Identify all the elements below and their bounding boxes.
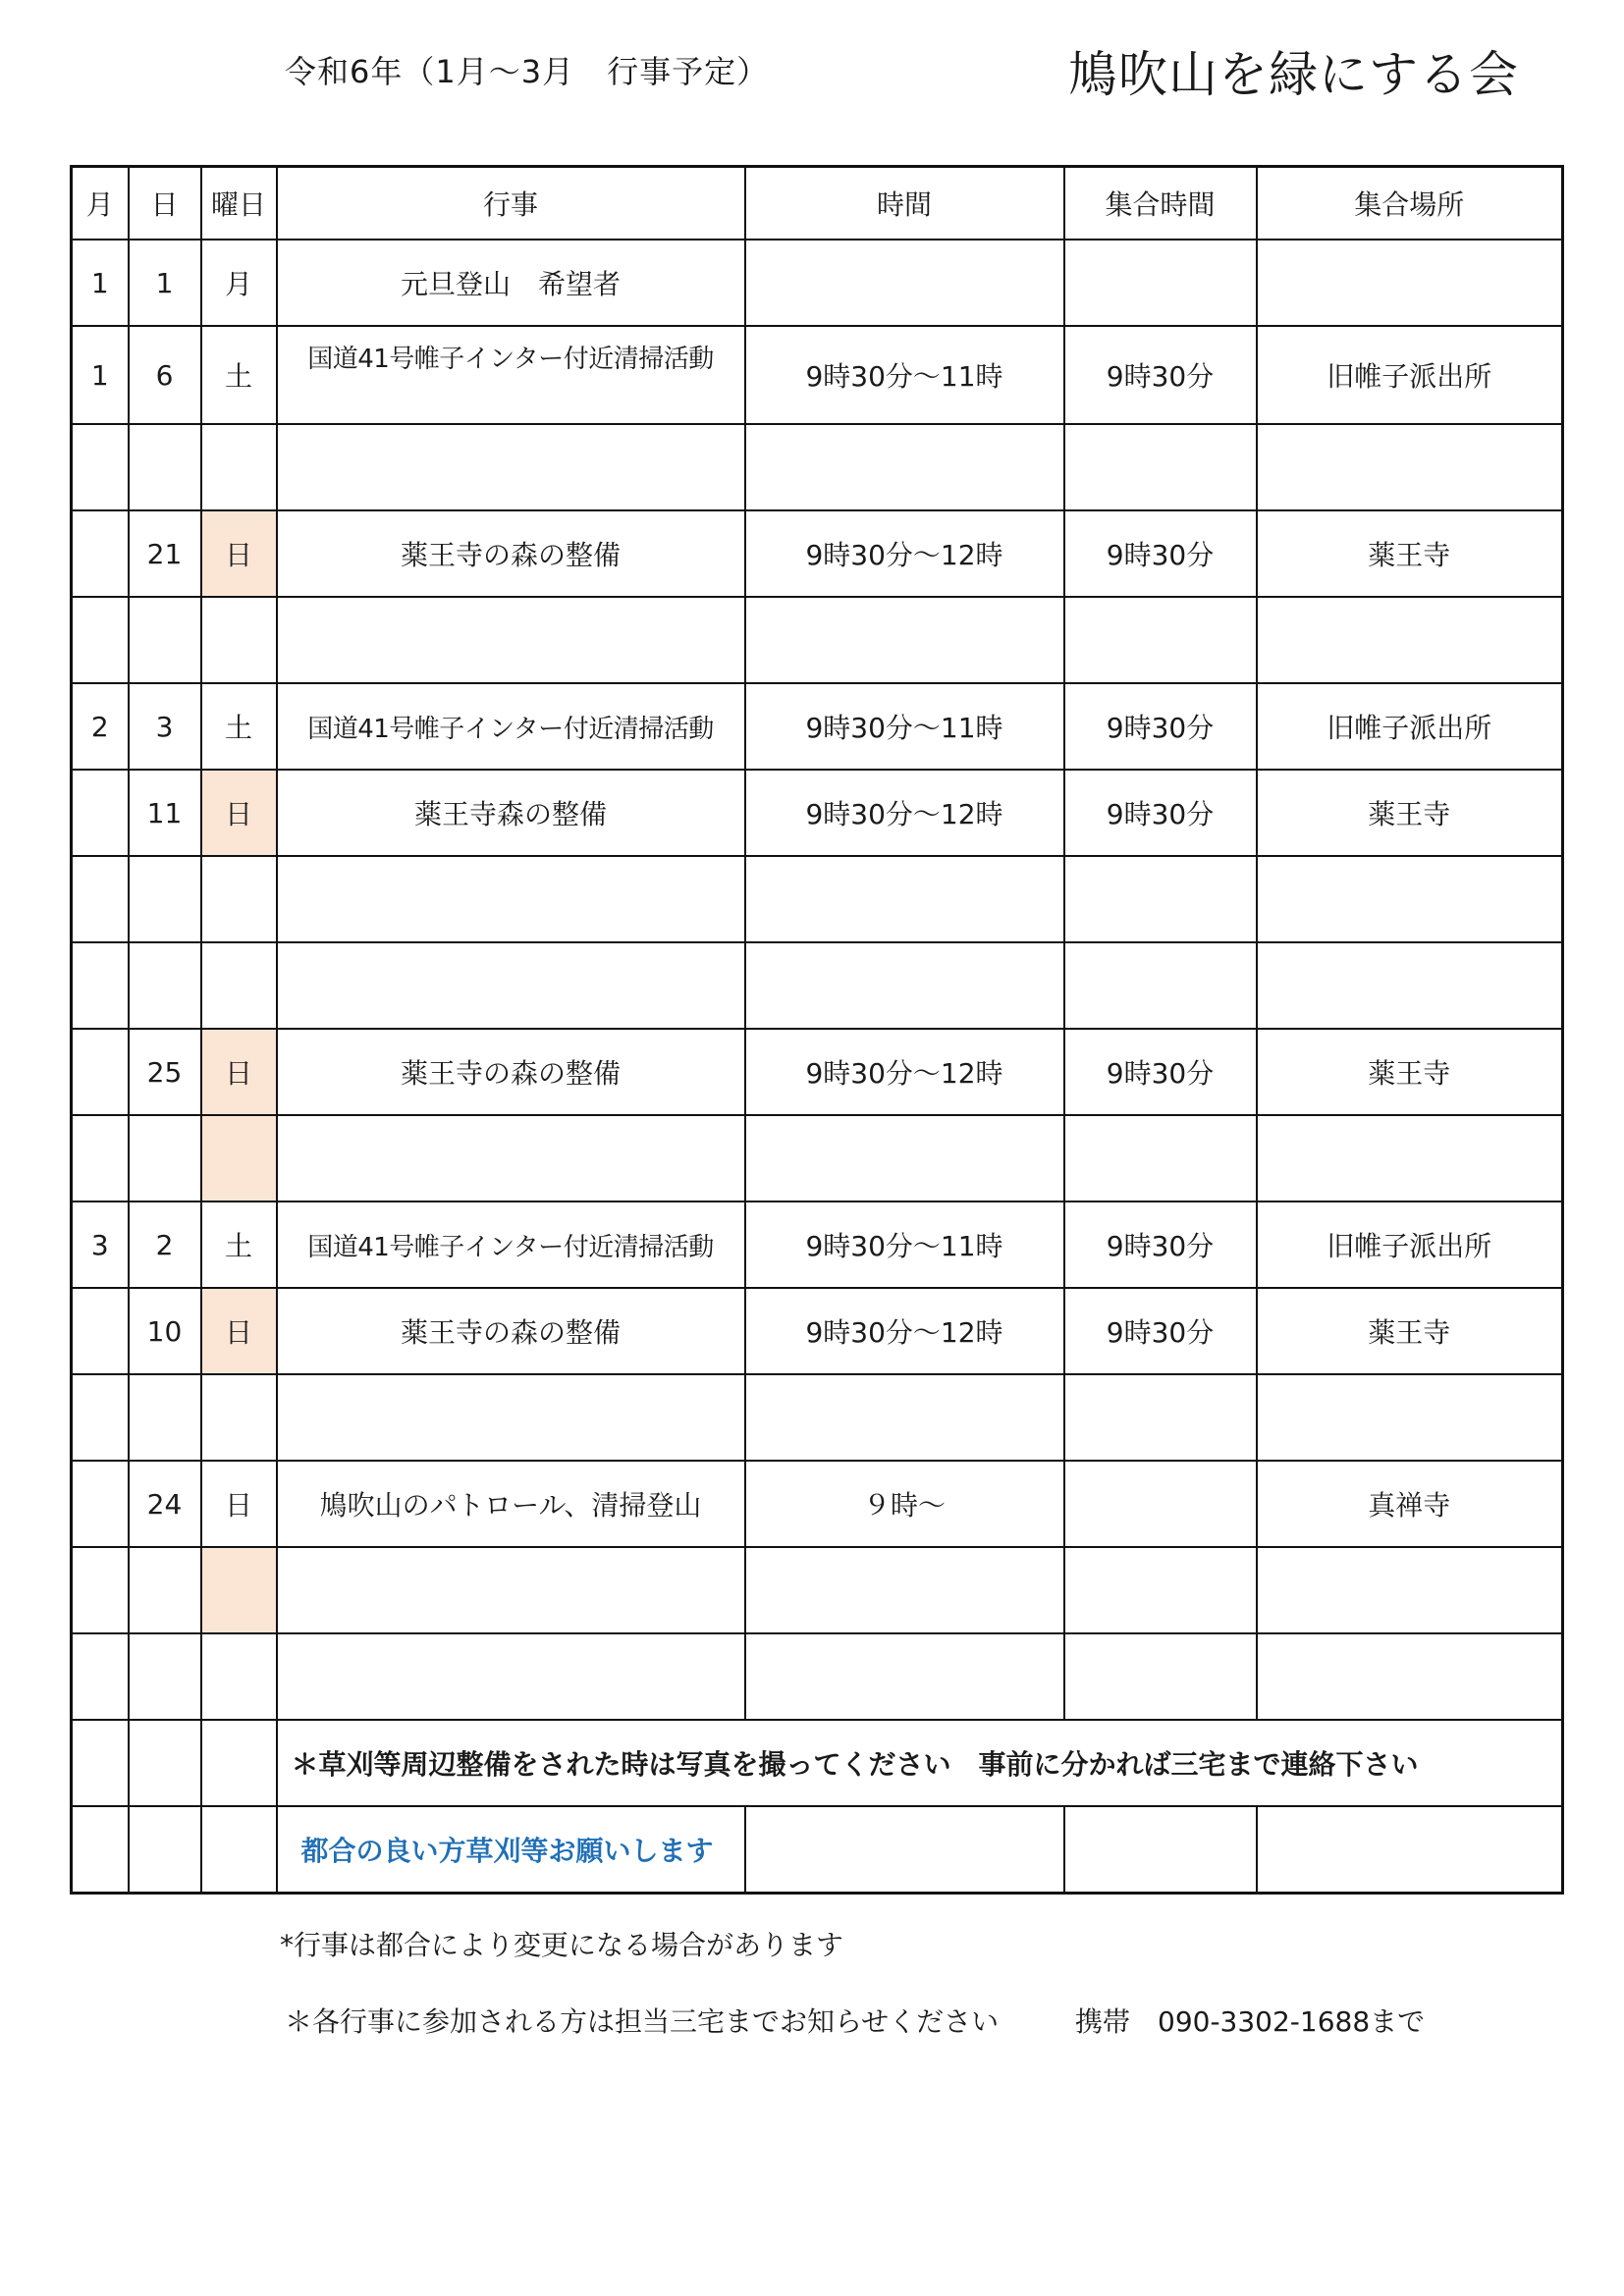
weekday-cell: 日 [201,510,277,597]
mowing-request: 都合の良い方草刈等お願いします [277,1806,745,1894]
month-cell [72,770,129,856]
weekday-cell [201,1374,277,1461]
meet-time-cell: 9時30分 [1064,683,1257,770]
meet-time-cell [1064,240,1257,326]
event-cell: 国道41号帷子インター付近清掃活動 [277,683,745,770]
meet-time-cell: 9時30分 [1064,510,1257,597]
event-cell: 国道41号帷子インター付近清掃活動 [277,1201,745,1288]
day-cell [129,1115,201,1201]
time-cell [745,1633,1064,1720]
time-cell [745,1374,1064,1461]
month-cell: 1 [72,240,129,326]
place-cell: 薬王寺 [1257,1288,1563,1374]
notice-row [72,1720,1563,1806]
place-cell: 旧帷子派出所 [1257,326,1563,424]
month-cell [72,1115,129,1201]
month-cell [72,1720,129,1806]
month-cell: 2 [72,683,129,770]
day-cell: 25 [129,1029,201,1115]
weekday-cell [201,1806,277,1894]
time-cell: ９時～ [745,1461,1064,1547]
event-cell [277,856,745,942]
place-cell [1257,424,1563,510]
place-cell [1257,1547,1563,1633]
table-row [72,597,1563,683]
table-row [72,1547,1563,1633]
place-cell: 旧帷子派出所 [1257,683,1563,770]
weekday-cell [201,1633,277,1720]
time-cell [745,942,1064,1029]
time-cell [745,1806,1064,1894]
time-cell: 9時30分～12時 [745,510,1064,597]
month-cell [72,424,129,510]
event-cell: 鳩吹山のパトロール、清掃登山 [277,1461,745,1547]
weekday-cell [201,942,277,1029]
meet-time-cell [1064,856,1257,942]
event-cell [277,424,745,510]
column-header-event: 行事 [277,167,745,240]
meet-time-cell [1064,424,1257,510]
table-row [72,770,1563,856]
schedule-title: 令和6年（1月～3月 行事予定） [285,53,770,90]
place-cell: 薬王寺 [1257,510,1563,597]
organization-name: 鳩吹山を緑にする会 [1068,46,1519,103]
month-cell [72,1461,129,1547]
place-cell: 薬王寺 [1257,1029,1563,1115]
table-row [72,326,1563,424]
schedule-table [70,165,1564,1895]
weekday-cell: 日 [201,770,277,856]
meet-time-cell [1064,597,1257,683]
place-cell [1257,240,1563,326]
weekday-cell: 月 [201,240,277,326]
time-cell: 9時30分～12時 [745,1288,1064,1374]
event-cell [277,597,745,683]
request-row [72,1806,1563,1894]
participation-note: ＊各行事に参加される方は担当三宅までお知らせください [285,2005,1000,2038]
day-cell: 1 [129,240,201,326]
weekday-cell: 日 [201,1461,277,1547]
meet-time-cell [1064,1633,1257,1720]
day-cell [129,424,201,510]
day-cell [129,1806,201,1894]
day-cell [129,1374,201,1461]
weekday-cell [201,1720,277,1806]
meet-time-cell: 9時30分 [1064,326,1257,424]
time-cell [745,240,1064,326]
column-header-place: 集合場所 [1257,167,1563,240]
month-cell [72,597,129,683]
event-cell [277,1115,745,1201]
place-cell [1257,1374,1563,1461]
column-header-month: 月 [72,167,129,240]
weekday-cell: 土 [201,1201,277,1288]
weekday-cell [201,1547,277,1633]
time-cell: 9時30分～12時 [745,770,1064,856]
day-cell: 2 [129,1201,201,1288]
place-cell [1257,1633,1563,1720]
day-cell: 24 [129,1461,201,1547]
time-cell [745,597,1064,683]
day-cell: 10 [129,1288,201,1374]
month-cell [72,1806,129,1894]
month-cell [72,1374,129,1461]
table-header-row [72,167,1563,240]
column-header-time: 時間 [745,167,1064,240]
column-header-weekday: 曜日 [201,167,277,240]
table-row [72,240,1563,326]
weekday-cell: 土 [201,683,277,770]
meet-time-cell: 9時30分 [1064,1201,1257,1288]
table-row [72,1201,1563,1288]
month-cell: 1 [72,326,129,424]
day-cell: 6 [129,326,201,424]
day-cell [129,1547,201,1633]
table-row [72,1461,1563,1547]
event-cell [277,1374,745,1461]
meet-time-cell [1064,942,1257,1029]
weekday-cell: 日 [201,1288,277,1374]
day-cell: 11 [129,770,201,856]
meet-time-cell [1064,1806,1257,1894]
weekday-cell [201,1115,277,1201]
column-header-meet-time: 集合時間 [1064,167,1257,240]
weekday-cell [201,597,277,683]
place-cell: 真禅寺 [1257,1461,1563,1547]
event-cell [277,1547,745,1633]
place-cell [1257,1806,1563,1894]
time-cell: 9時30分～12時 [745,1029,1064,1115]
day-cell [129,1720,201,1806]
month-cell [72,510,129,597]
place-cell: 旧帷子派出所 [1257,1201,1563,1288]
event-cell: 国道41号帷子インター付近清掃活動 [277,326,745,424]
event-cell: 元旦登山 希望者 [277,240,745,326]
table-row [72,424,1563,510]
event-cell [277,942,745,1029]
place-cell [1257,856,1563,942]
place-cell: 薬王寺 [1257,770,1563,856]
time-cell: 9時30分～11時 [745,326,1064,424]
table-row [72,942,1563,1029]
event-cell: 薬王寺の森の整備 [277,1029,745,1115]
meet-time-cell: 9時30分 [1064,770,1257,856]
meet-time-cell [1064,1547,1257,1633]
time-cell: 9時30分～11時 [745,1201,1064,1288]
meet-time-cell: 9時30分 [1064,1029,1257,1115]
time-cell: 9時30分～11時 [745,683,1064,770]
time-cell [745,1115,1064,1201]
month-cell [72,1029,129,1115]
meet-time-cell [1064,1461,1257,1547]
column-header-day: 日 [129,167,201,240]
event-cell [277,1633,745,1720]
day-cell [129,856,201,942]
place-cell [1257,942,1563,1029]
month-cell [72,1633,129,1720]
table-row [72,1029,1563,1115]
event-cell: 薬王寺の森の整備 [277,510,745,597]
weekday-cell [201,424,277,510]
meet-time-cell: 9時30分 [1064,1288,1257,1374]
table-row [72,510,1563,597]
table-row [72,856,1563,942]
place-cell [1257,1115,1563,1201]
weekday-cell: 日 [201,1029,277,1115]
month-cell [72,856,129,942]
place-cell [1257,597,1563,683]
table-row [72,1374,1563,1461]
meet-time-cell [1064,1115,1257,1201]
time-cell [745,424,1064,510]
day-cell [129,1633,201,1720]
contact-phone: 携帯 090-3302-1688まで [1075,2005,1426,2038]
time-cell [745,856,1064,942]
event-cell: 薬王寺森の整備 [277,770,745,856]
table-row [72,1115,1563,1201]
month-cell [72,942,129,1029]
day-cell: 3 [129,683,201,770]
meet-time-cell [1064,1374,1257,1461]
table-row [72,1633,1563,1720]
month-cell: 3 [72,1201,129,1288]
photo-notice: ＊草刈等周辺整備をされた時は写真を撮ってください 事前に分かれば三宅まで連絡下さい [277,1720,1563,1806]
day-cell [129,597,201,683]
time-cell [745,1547,1064,1633]
weekday-cell: 土 [201,326,277,424]
event-cell: 薬王寺の森の整備 [277,1288,745,1374]
schedule-change-note: *行事は都合により変更になる場合があります [280,1929,844,1961]
month-cell [72,1288,129,1374]
table-row [72,683,1563,770]
day-cell: 21 [129,510,201,597]
weekday-cell [201,856,277,942]
month-cell [72,1547,129,1633]
table-row [72,1288,1563,1374]
day-cell [129,942,201,1029]
